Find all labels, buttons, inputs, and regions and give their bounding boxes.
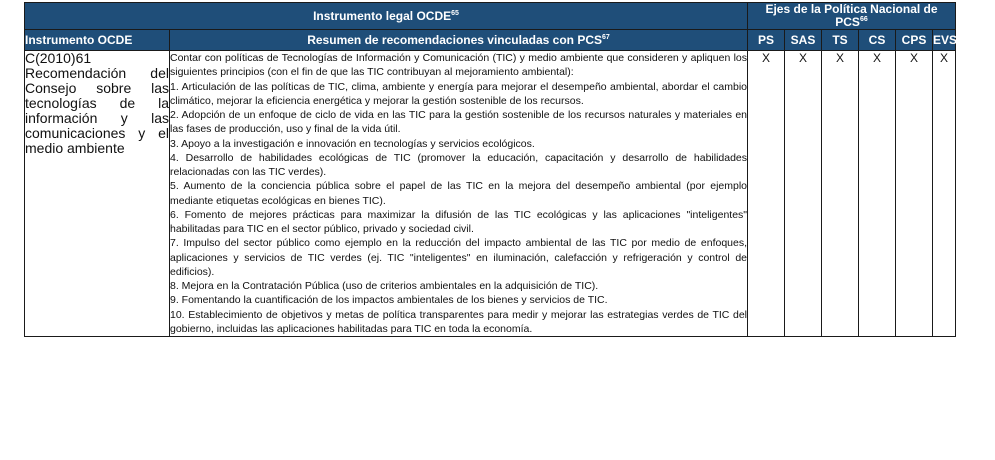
instrumento-cell: C(2010)61 Recomendación del Consejo sobre las tecnologías de la información y las comunicaciones y el medio ambiente <box>25 51 170 337</box>
mark-cps: X <box>896 51 933 337</box>
recomendacion-item: 8. Mejora en la Contratación Pública (uso de criterios ambientales en la adquisición de TIC). <box>170 280 599 292</box>
recomendacion-item: 9. Fomentando la cuantificación de los impactos ambientales de los bienes y servicios de TIC. <box>170 294 608 307</box>
header-instrumento-legal: Instrumento legal OCDE$^{65}$ <box>25 3 748 30</box>
column-header-cs: CS <box>859 30 896 51</box>
mark-evs: X <box>933 51 956 337</box>
recomendacion-item: 5. Aumento de la conciencia pública sobre el papel de las TIC en la mejora del desempeño ambiental (por ejemplo mediante etiquetas ecológicas en bienes TIC). <box>170 180 748 207</box>
header-ejes-politica: Ejes de la Política Nacional de PCS$^{66}$ <box>748 3 956 30</box>
recomendacion-item: 10. Establecimiento de objetivos y metas de política transparentes para medir y mejorar las estrategias verdes de TIC del gobierno, incluidas las aplicaciones habilitadas para TIC en toda la economía. <box>170 308 748 335</box>
recomendacion-item: 2. Adopción de un enfoque de ciclo de vida en las TIC para la gestión sostenible de los recursos naturales y materiales en las fases de producción, uso y final de la vida útil. <box>170 109 748 136</box>
column-header-ts: TS <box>822 30 859 51</box>
header-row-2 <box>25 30 956 51</box>
resumen-cell <box>170 51 748 337</box>
table-row <box>25 51 956 337</box>
column-header-ps: PS <box>748 30 785 51</box>
mark-ps: X <box>748 51 785 337</box>
header-row-1 <box>25 3 956 30</box>
recomendacion-item: 3. Apoyo a la investigación e innovación en tecnologías y servicios ecológicos. <box>170 137 535 150</box>
column-header-sas: SAS <box>785 30 822 51</box>
mark-sas: X <box>785 51 822 337</box>
recomendacion-item: 4. Desarrollo de habilidades ecológicas de TIC (promover la educación, capacitación y desarrollo de habilidades relacionadas con las TIC verdes). <box>170 151 748 178</box>
recomendacion-item: 7. Impulso del sector público como ejemplo en la reducción del impacto ambiental de las TIC por medio de enfoques, aplicaciones y servicios de TIC verdes (ej. TIC "inteligentes" en iluminación, calefacción y refrigeración y control de edificios). <box>170 237 748 278</box>
recomendacion-item: 6. Fomento de mejores prácticas para maximizar la difusión de las TIC ecológicas y las aplicaciones "inteligentes" habilitadas para TIC en el sector público, privado y sociedad civil. <box>170 208 748 235</box>
column-header-evs: EVS <box>933 30 956 51</box>
column-header-resumen: Resumen de recomendaciones vinculadas con PCS$^{67}$ <box>170 30 748 51</box>
mark-cs: X <box>859 51 896 337</box>
mark-ts: X <box>822 51 859 337</box>
column-header-cps: CPS <box>896 30 933 51</box>
resumen-intro: Contar con políticas de Tecnologías de Información y Comunicación (TIC) y medio ambiente que consideren y apliquen los siguientes principios (con el fin de que las TIC contribuyan al mejoramiento ambiental): <box>170 52 748 79</box>
recomendacion-item: 1. Articulación de las políticas de TIC, clima, ambiente y energía para mejorar el desempeño ambiental, abordar el cambio climático, mejorar la eficiencia energética y mejorar la gestión sostenible de los recursos. <box>170 80 748 107</box>
ocde-table <box>24 2 956 337</box>
column-header-instrumento: Instrumento OCDE <box>25 30 170 51</box>
